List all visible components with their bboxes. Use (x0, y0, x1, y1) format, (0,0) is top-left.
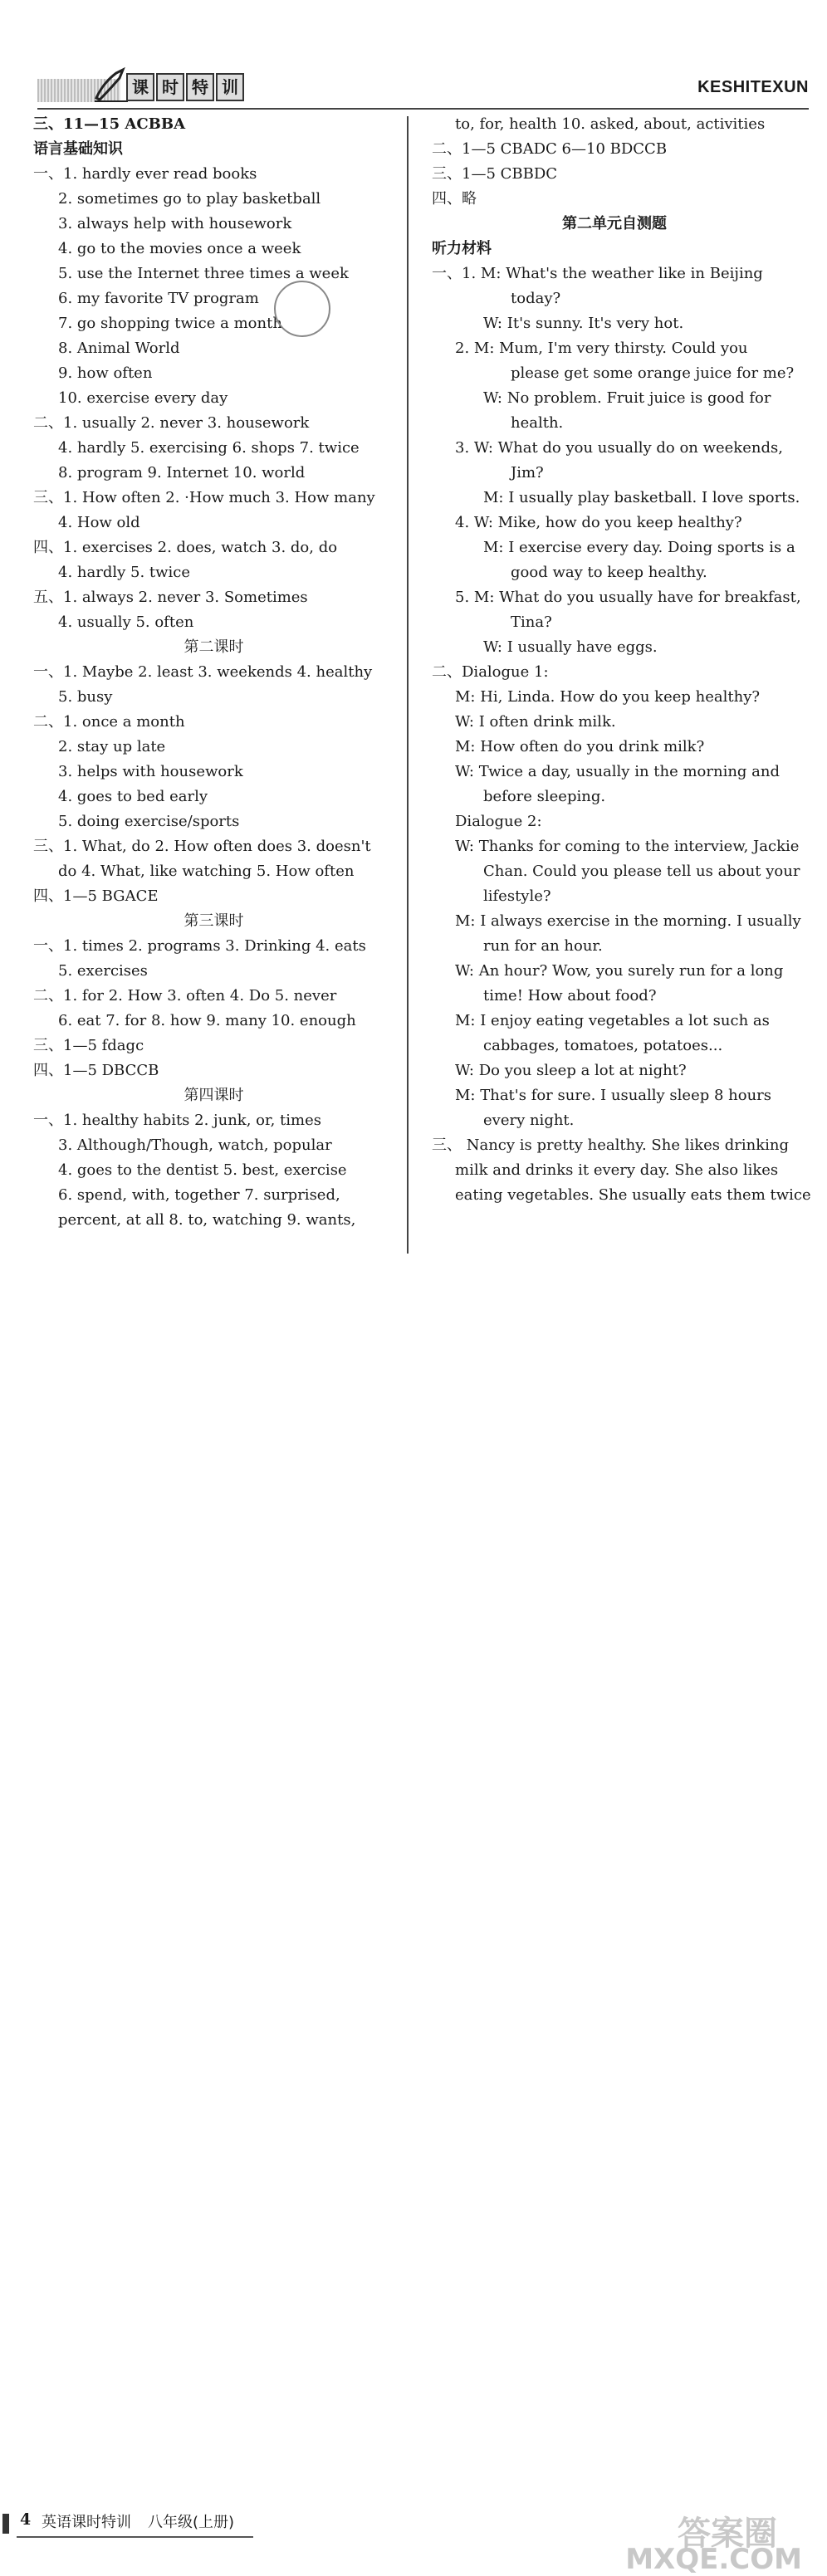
answer-line: 四、1. exercises 2. does, watch 3. do, do (33, 539, 338, 556)
answer-line: milk and drinks it every day. She also likes (455, 1161, 779, 1179)
answer-line: M: I always exercise in the morning. I usually (455, 912, 801, 930)
section-heading: 第四课时 (184, 1087, 244, 1104)
answer-line: 二、Dialogue 1: (432, 663, 549, 681)
pen-hand-icon (91, 65, 131, 105)
title-char: 特 (186, 73, 214, 101)
answer-line: today? (511, 290, 561, 307)
answer-line: run for an hour. (483, 937, 603, 955)
answer-line: 4. hardly 5. exercising 6. shops 7. twice (58, 439, 360, 457)
answer-line: 二、1. for 2. How 3. often 4. Do 5. never (33, 987, 337, 1004)
answer-line: 4. hardly 5. twice (58, 564, 191, 581)
left-column (33, 112, 394, 1233)
answer-line: M: I exercise every day. Doing sports is a (483, 539, 795, 556)
answer-line: 3. W: What do you usually do on weekends, (455, 439, 783, 457)
answer-line: 三、1. What, do 2. How often does 3. doesn't (33, 838, 371, 855)
title-char: 时 (156, 73, 184, 101)
watermark-url: MXQE.COM (625, 2543, 802, 2576)
answer-line: 2. stay up late (58, 738, 166, 755)
answer-line: 三、11—15 ACBBA (33, 115, 186, 133)
answer-line: 三、1. How often 2. ·How much 3. How many (33, 489, 375, 506)
answer-line: 5. use the Internet three times a week (58, 265, 349, 282)
answer-line: percent, at all 8. to, watching 9. wants, (58, 1211, 356, 1229)
answer-line: before sleeping. (483, 788, 606, 805)
answer-line: 2. sometimes go to play basketball (58, 190, 321, 208)
answer-line: 3. always help with housework (58, 215, 292, 232)
answer-line: time! How about food? (483, 987, 657, 1004)
answer-line: W: No problem. Fruit juice is good for (483, 389, 771, 407)
answer-line: W: I usually have eggs. (483, 638, 658, 656)
answer-line: lifestyle? (483, 887, 551, 905)
answer-line: 3. Although/Though, watch, popular (58, 1136, 332, 1154)
answer-line: W: Thanks for coming to the interview, Jackie (455, 838, 800, 855)
answer-line: 4. goes to bed early (58, 788, 208, 805)
answer-line: 4. goes to the dentist 5. best, exercise (58, 1161, 347, 1179)
page-header (0, 0, 827, 100)
title-char: 训 (216, 73, 244, 101)
answer-line: W: I often drink milk. (455, 713, 616, 731)
answer-line: 2. M: Mum, I'm very thirsty. Could you (455, 340, 748, 357)
page-footer (0, 1254, 827, 2576)
answer-line: 一、1. Maybe 2. least 3. weekends 4. healthy (33, 663, 373, 681)
answer-line: 二、1. once a month (33, 713, 185, 731)
answer-line: 二、1. usually 2. never 3. housework (33, 414, 310, 432)
answer-line: 9. how often (58, 364, 153, 382)
answer-line: W: Twice a day, usually in the morning and (455, 763, 781, 780)
answer-line: 三、 Nancy is pretty healthy. She likes drinking (432, 1136, 789, 1154)
title-char: 课 (126, 73, 154, 101)
answer-line: 四、略 (432, 190, 477, 208)
answer-line: 听力材料 (432, 240, 492, 257)
answer-line: 4. W: Mike, how do you keep healthy? (455, 514, 742, 531)
answer-line: M: I usually play basketball. I love sports. (483, 489, 800, 506)
answer-line: 一、1. times 2. programs 3. Drinking 4. eats (33, 937, 366, 955)
answer-line: Jim? (511, 464, 544, 481)
answer-line: 5. doing exercise/sports (58, 813, 240, 830)
answer-line: M: How often do you drink milk? (455, 738, 705, 755)
answer-line: W: It's sunny. It's very hot. (483, 315, 684, 332)
answer-line: please get some orange juice for me? (511, 364, 795, 382)
answer-line: Chan. Could you please tell us about your (483, 863, 800, 880)
answer-line: 二、1—5 CBADC 6—10 BDCCB (432, 140, 668, 158)
answer-line: 7. go shopping twice a month (58, 315, 282, 332)
grade-label: 八年级(上册) (148, 2514, 235, 2531)
answer-line: W: Do you sleep a lot at night? (455, 1062, 687, 1079)
book-title: 英语课时特训 (42, 2514, 131, 2531)
round-stamp-icon (274, 281, 330, 337)
right-column (432, 112, 811, 1208)
answer-line: 4. How old (58, 514, 140, 531)
series-title (126, 73, 244, 100)
answer-line: 5. exercises (58, 962, 148, 980)
section-heading: 第二单元自测题 (562, 215, 667, 232)
header-rule (37, 108, 809, 110)
section-heading: 第二课时 (184, 638, 244, 656)
answer-line: 3. helps with housework (58, 763, 243, 780)
answer-line: eating vegetables. She usually eats them twice (455, 1186, 811, 1204)
answer-line: 四、1—5 DBCCB (33, 1062, 159, 1079)
answer-line: 四、1—5 BGACE (33, 887, 159, 905)
answer-line: do 4. What, like watching 5. How often (58, 863, 355, 880)
page-marker (2, 2514, 9, 2534)
answer-line: 10. exercise every day (58, 389, 228, 407)
answer-line: 三、1—5 fdagc (33, 1037, 144, 1054)
answer-line: 8. Animal World (58, 340, 180, 357)
answer-line: to, for, health 10. asked, about, activities (455, 115, 766, 133)
answer-line: 三、1—5 CBBDC (432, 165, 558, 183)
answer-line: 5. M: What do you usually have for breakfast, (455, 589, 801, 606)
answer-line: cabbages, tomatoes, potatoes... (483, 1037, 723, 1054)
answer-line: 6. my favorite TV program (58, 290, 259, 307)
answer-line: 五、1. always 2. never 3. Sometimes (33, 589, 308, 606)
answer-line: 语言基础知识 (33, 140, 123, 158)
answer-line: 8. program 9. Internet 10. world (58, 464, 306, 481)
answer-line: W: An hour? Wow, you surely run for a long (455, 962, 784, 980)
answer-line: 一、1. healthy habits 2. junk, or, times (33, 1112, 322, 1129)
answer-line: 5. busy (58, 688, 113, 706)
answer-line: good way to keep healthy. (511, 564, 707, 581)
answer-line: Dialogue 2: (455, 813, 542, 830)
answer-line: 4. go to the movies once a week (58, 240, 301, 257)
answer-line: 4. usually 5. often (58, 613, 194, 631)
answer-line: Tina? (511, 613, 552, 631)
page-number: 4 (20, 2510, 32, 2529)
series-pinyin: KESHITEXUN (697, 78, 809, 96)
answer-line: 6. eat 7. for 8. how 9. many 10. enough (58, 1012, 356, 1029)
column-divider (407, 116, 409, 1254)
answer-line: M: Hi, Linda. How do you keep healthy? (455, 688, 761, 706)
section-heading: 第三课时 (184, 912, 244, 930)
answer-line: 一、1. hardly ever read books (33, 165, 257, 183)
answer-line: health. (511, 414, 564, 432)
watermark-logo: 答案圈 (678, 2515, 777, 2553)
footer-rule (17, 2536, 253, 2538)
answer-line: M: I enjoy eating vegetables a lot such as (455, 1012, 770, 1029)
answer-line: 6. spend, with, together 7. surprised, (58, 1186, 340, 1204)
answer-line: 一、1. M: What's the weather like in Beijing (432, 265, 763, 282)
answer-line: every night. (483, 1112, 575, 1129)
answer-line: M: That's for sure. I usually sleep 8 hours (455, 1087, 772, 1104)
